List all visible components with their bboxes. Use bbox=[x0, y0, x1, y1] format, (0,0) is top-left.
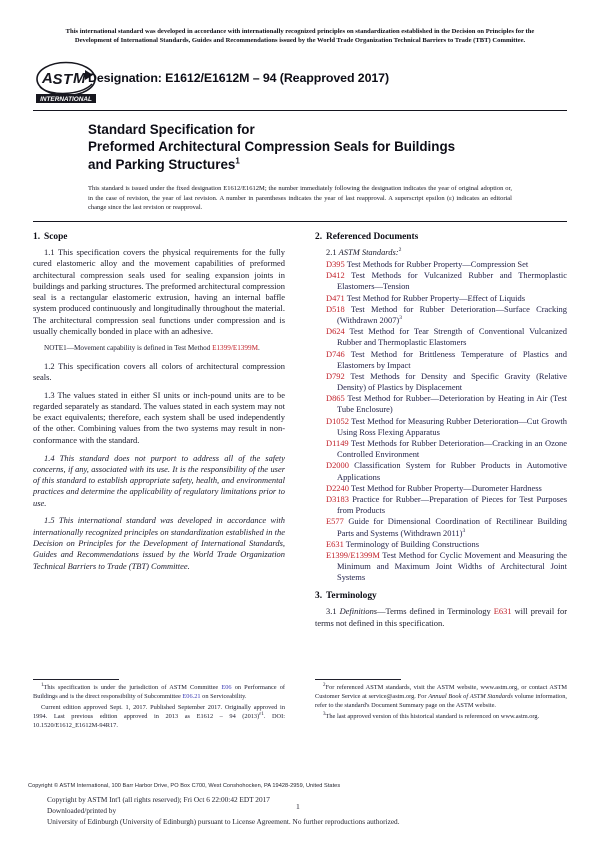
svg-text:A: A bbox=[42, 70, 53, 87]
issue-note: This standard is issued under the fixed designation E1612/E1612M; the number immediately following the designation indicates the year of original adoption or, in the case of revision, the year of last revision. A number in parentheses indicates the year of last reapproval. A superscript epsilon (ε) indicates an editorial change since the last revision or reapproval. bbox=[88, 185, 512, 212]
column-left bbox=[33, 232, 285, 572]
standard-id[interactable]: D624 bbox=[326, 326, 345, 337]
standard-title: Test Method for Tear Strength of Conventional Vulcanized Rubber and Thermoplastic Elastomers bbox=[337, 326, 567, 348]
footnote-3-text: The last approved version of this historical standard is referenced on www.astm.org. bbox=[325, 712, 540, 720]
list-item[interactable] bbox=[326, 293, 567, 304]
list-item[interactable] bbox=[326, 270, 567, 292]
definitions-label: Definitions bbox=[339, 606, 378, 617]
subsection-label: ASTM Standards: bbox=[338, 247, 399, 257]
list-item[interactable] bbox=[326, 460, 567, 482]
standard-id[interactable]: D792 bbox=[326, 370, 345, 381]
list-item[interactable] bbox=[326, 393, 567, 415]
tbt-header-line2: Development of International Standards, Guides and Recommendations issued by the World Trade Organization Technical Barriers to Trade (TBT) Committee. bbox=[74, 37, 526, 45]
standard-id[interactable]: D2240 bbox=[326, 482, 349, 493]
standard-id[interactable]: D1149 bbox=[326, 438, 349, 448]
footnote-divider-left bbox=[33, 679, 119, 680]
standard-id[interactable]: D865 bbox=[326, 393, 345, 404]
footnote-1-tail: on Serviceability. bbox=[200, 692, 247, 700]
standard-title: Test Method for Measuring Rubber Deterioration—Cut Growth Using Ross Flexing Apparatus bbox=[337, 415, 567, 437]
footnote-1 bbox=[33, 684, 285, 702]
page-title bbox=[88, 121, 558, 173]
list-item[interactable] bbox=[326, 539, 567, 550]
annual-book-label: Annual Book of ASTM Standards bbox=[428, 692, 513, 700]
section-number: 3. bbox=[315, 591, 323, 602]
standard-title: Test Method for Rubber—Deterioration by Heating in Air (Test Tube Enclosure) bbox=[337, 393, 567, 415]
note-tail: . bbox=[257, 343, 260, 352]
footnote-3 bbox=[315, 713, 567, 722]
svg-text:S: S bbox=[52, 71, 63, 88]
title-line-1: Standard Specification for bbox=[88, 122, 255, 137]
list-item[interactable] bbox=[326, 416, 567, 438]
list-item[interactable] bbox=[326, 304, 567, 326]
standard-title: Terminology of Building Constructions bbox=[343, 538, 480, 549]
footnote-1-mid: on Performance of Buildings and is the direct responsibility of Subcommittee bbox=[33, 684, 285, 700]
logo-wordmark: INTERNATIONAL bbox=[40, 96, 92, 103]
paragraph-1-1: 1.1 This specification covers the physical requirements for the fully cured elastomeric alloy and the movement capabilities of preformed architectural compression seals used for sealing expansion joints in buildings and parking structures. The preformed architectural compression seal is a rectangular elastomeric extrusion, having an internal baffle system produced continuously and longitudinally throughout the material. The architectural compression seal functions under compression and is usually chemically bonded in place with an adhesive. bbox=[33, 247, 285, 336]
section-number: 2. bbox=[315, 232, 323, 242]
footnote-marker: 3 bbox=[323, 711, 326, 717]
standard-id[interactable]: D3183 bbox=[326, 493, 349, 504]
title-line-3: and Parking Structures$^1$ bbox=[88, 156, 240, 172]
paragraph-1-3: 1.3 The values stated in either SI units or inch-pound units are to be regarded separately as standard. The values stated in each system may not be exact equivalents; therefore, each system shall be used independently of the other. Combining values from the two systems may result in non-conformance with the standard. bbox=[33, 389, 285, 445]
standard-title: Test Method for Brittleness Temperature of Plastics and Elastomers by Impact bbox=[337, 348, 567, 370]
list-item[interactable] bbox=[326, 483, 567, 494]
list-item[interactable] bbox=[326, 516, 567, 538]
section-heading-scope bbox=[33, 232, 285, 242]
subsection-astm-standards bbox=[315, 247, 567, 257]
standard-title: Test Methods for Density and Specific Gravity (Relative Density) of Plastics by Displacement bbox=[337, 370, 567, 393]
footnote-epsilon-marker: ε1 bbox=[259, 711, 264, 717]
divider-top bbox=[33, 110, 567, 111]
standard-id[interactable]: D746 bbox=[326, 348, 345, 359]
standard-id[interactable]: D518 bbox=[326, 303, 345, 314]
footnote-2-tail: volume information, refer to the standard's Document Summary page on the ASTM website. bbox=[315, 692, 567, 709]
body-columns bbox=[33, 232, 567, 672]
standard-title: Test Method for Cyclic Movement and Measuring the Minimum and Maximum Joint Widths of Architectural Joint Systems bbox=[337, 549, 567, 583]
paragraph-3-1 bbox=[315, 606, 567, 629]
committee-link-e06[interactable]: E06 bbox=[221, 684, 232, 691]
footnote-1-pre: This specification is under the jurisdiction of ASTM Committee bbox=[43, 684, 222, 691]
referenced-standards-list bbox=[315, 259, 567, 583]
page-number: 1 bbox=[296, 802, 300, 811]
tbt-header-line1: This international standard was developed in accordance with internationally recognized principles on standardization established in the Decision on Principles for the bbox=[65, 28, 535, 35]
footnote-edition-text: Current edition approved Sept. 1, 2017. Published September 2017. Originally approved in 1994. Last previous edition approved in 2013 as E1612 – 94 (2013) bbox=[33, 704, 285, 720]
download-line-3: University of Edinburgh (University of Edinburgh) pursuant to License Agreement. No further reproductions authorized. bbox=[47, 816, 400, 826]
note-link-e1399[interactable]: E1399/E1399M bbox=[212, 343, 258, 352]
subsection-number: 2.1 bbox=[326, 247, 337, 257]
paragraph-1-4: 1.4 This standard does not purport to address all of the safety concerns, if any, associated with its use. It is the responsibility of the user of this standard to establish appropriate safety, health, and environmental practices and determine the applicability of regulatory limitations prior to use. bbox=[33, 452, 285, 508]
subsection-footnote-marker: 2 bbox=[398, 247, 402, 254]
standard-footnote-marker: 3 bbox=[462, 527, 466, 534]
paragraph-1-5: 1.5 This international standard was developed in accordance with internationally recognized principles on standardization established in the Decision on Principles for the Development of International Standards, Guides and Recommendations issued by the World Trade Organization Technical Barriers to Trade (TBT) Committee. bbox=[33, 515, 285, 571]
title-footnote-marker: 1 bbox=[235, 156, 240, 166]
copyright-line: Copyright © ASTM International, 100 Barr Harbor Drive, PO Box C700, West Conshohocken, PA 19428-2959, United States bbox=[28, 783, 341, 789]
section-heading-references bbox=[315, 232, 567, 242]
standard-id[interactable]: D412 bbox=[326, 270, 345, 281]
standard-id[interactable]: E1399/E1399M bbox=[326, 549, 380, 560]
download-line-1: Copyright by ASTM Int'l (all rights reserved); Fri Oct 6 22:00:42 EDT 2017 bbox=[47, 795, 270, 804]
definitions-text: —Terms defined in Terminology bbox=[377, 606, 494, 617]
standard-id[interactable]: D2000 bbox=[326, 460, 349, 471]
footnote-doi: . DOI: 10.1520/E1612_E1612M-94R17. bbox=[33, 712, 286, 729]
standard-id[interactable]: E577 bbox=[326, 516, 344, 527]
footnote-column-right bbox=[315, 684, 567, 724]
note-1 bbox=[33, 344, 285, 354]
list-item[interactable] bbox=[326, 494, 567, 516]
footnote-marker: 1 bbox=[41, 682, 44, 688]
list-item[interactable] bbox=[326, 259, 567, 270]
terminology-link-e631[interactable]: E631 bbox=[493, 606, 512, 617]
footnote-edition bbox=[33, 704, 285, 730]
subcommittee-link-e0621[interactable]: E06.21 bbox=[182, 692, 201, 700]
section-title: Terminology bbox=[326, 591, 377, 602]
section-title: Scope bbox=[44, 232, 68, 242]
column-right bbox=[315, 232, 567, 636]
download-line-2: Downloaded/printed by bbox=[47, 805, 117, 815]
list-item[interactable] bbox=[326, 438, 567, 460]
footnote-marker: 2 bbox=[323, 682, 326, 688]
standard-id[interactable]: E631 bbox=[326, 538, 344, 549]
footnotes bbox=[33, 684, 567, 764]
footnote-divider-right bbox=[315, 679, 401, 680]
standard-title: Guide for Dimensional Coordination of Rectilinear Building Parts and Systems (Withdrawn 2011) bbox=[337, 516, 567, 538]
designation-line: Designation: E1612/E1612M – 94 (Reapproved 2017) bbox=[88, 71, 389, 85]
terminology-block bbox=[315, 591, 567, 629]
standard-title: Test Method for Rubber Deterioration—Surface Cracking (Withdrawn 2007) bbox=[337, 303, 567, 325]
paragraph-number: 3.1 bbox=[326, 606, 340, 617]
standard-title: Test Method for Rubber Property—Durometer Hardness bbox=[348, 482, 542, 493]
svg-text:M: M bbox=[73, 70, 86, 87]
section-heading-terminology bbox=[315, 591, 567, 601]
footnote-2-pre: For referenced ASTM standards, visit the ASTM website, www.astm.org, or contact ASTM Customer Service at service@astm.org. For bbox=[315, 684, 567, 700]
tbt-header bbox=[34, 27, 566, 46]
list-item[interactable] bbox=[326, 550, 567, 584]
svg-text:T: T bbox=[63, 71, 73, 88]
download-stamp bbox=[47, 795, 547, 828]
standard-title: Classification System for Rubber Products in Automotive Applications bbox=[337, 460, 567, 482]
standard-id[interactable]: D395 bbox=[326, 259, 345, 269]
title-line-2: Preformed Architectural Compression Seals for Buildings bbox=[88, 139, 456, 155]
divider-mid bbox=[33, 221, 567, 222]
footnote-column-left bbox=[33, 684, 285, 733]
definitions-tail: will prevail for terms not defined in this specification. bbox=[315, 606, 568, 628]
standard-id[interactable]: D1052 bbox=[326, 415, 349, 426]
standard-title: Test Methods for Vulcanized Rubber and Thermoplastic Elastomers—Tension bbox=[337, 270, 567, 292]
section-number: 1. bbox=[33, 232, 41, 242]
standard-footnote-marker: 3 bbox=[399, 315, 403, 322]
standard-id[interactable]: D471 bbox=[326, 292, 345, 303]
list-item[interactable] bbox=[326, 349, 567, 371]
paragraph-1-2: 1.2 This specification covers all colors of architectural compression seals. bbox=[33, 360, 285, 382]
section-title: Referenced Documents bbox=[326, 232, 419, 242]
masthead bbox=[33, 60, 567, 108]
standard-title: Test Method for Rubber Property—Effect of Liquids bbox=[344, 292, 525, 303]
list-item[interactable] bbox=[326, 371, 567, 393]
standard-title: Test Methods for Rubber Deterioration—Cracking in an Ozone Controlled Environment bbox=[337, 438, 567, 460]
footnote-2 bbox=[315, 684, 567, 710]
note-text: 1—Movement capability is defined in Test Method bbox=[63, 343, 213, 352]
note-label: NOTE bbox=[44, 343, 64, 352]
standard-title: Test Methods for Rubber Property—Compression Set bbox=[344, 259, 529, 269]
list-item[interactable] bbox=[326, 326, 567, 348]
standard-title: Practice for Rubber—Preparation of Pieces for Test Purposes from Products bbox=[337, 493, 567, 516]
